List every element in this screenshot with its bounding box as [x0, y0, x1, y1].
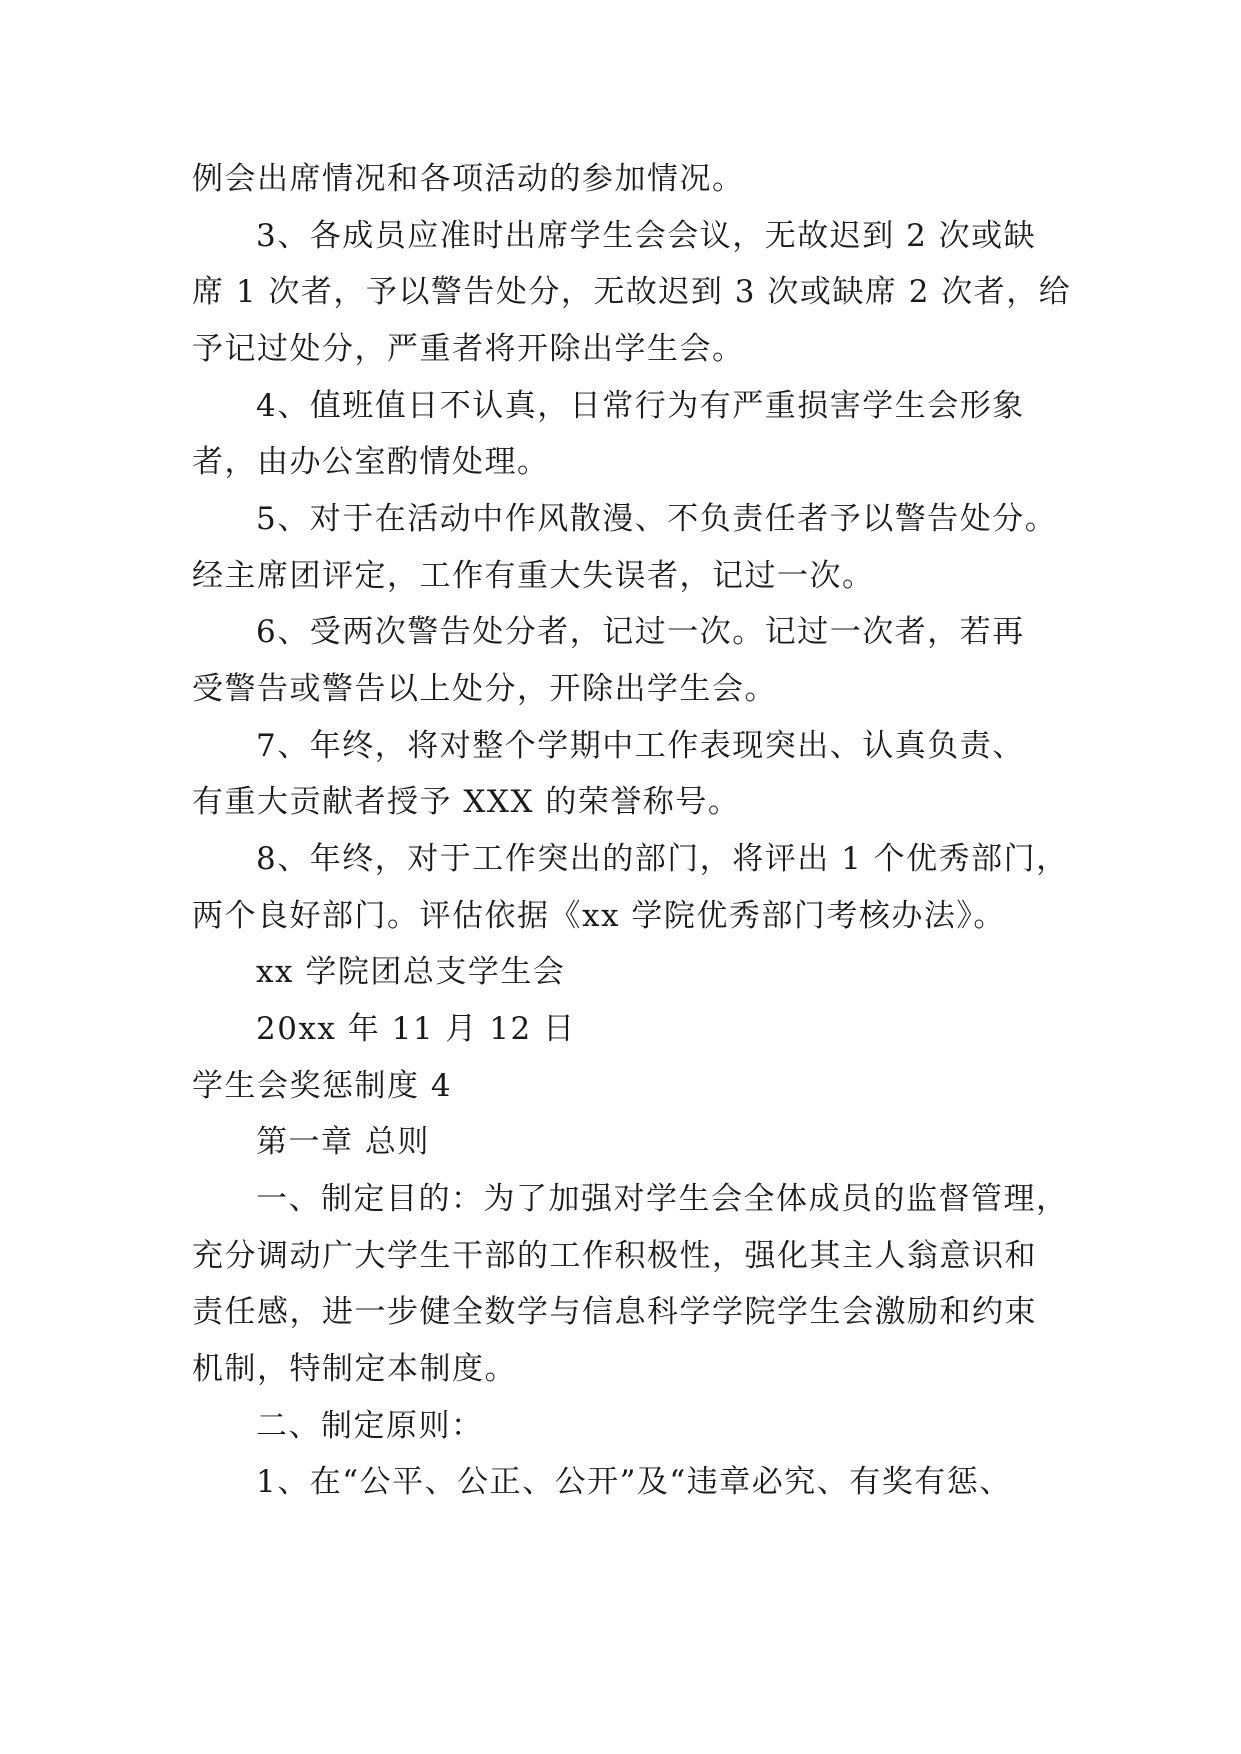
text-line: 3、各成员应准时出席学生会会议，无故迟到 2 次或缺	[256, 218, 1037, 254]
text-line: 5、对于在活动中作风散漫、不负责任者予以警告处分。	[256, 501, 1058, 537]
text-line: 机制，特制定本制度。	[192, 1351, 517, 1387]
text-line: 一、制定目的：为了加强对学生会全体成员的监督管理，	[256, 1181, 1069, 1217]
text-line: 有重大贡献者授予 XXX 的荣誉称号。	[192, 784, 741, 820]
text-line: 席 1 次者，予以警告处分，无故迟到 3 次或缺席 2 次者，给	[192, 274, 1072, 310]
text-line: 予记过处分，严重者将开除出学生会。	[192, 331, 745, 367]
text-line: 充分调动广大学生干部的工作积极性，强化其主人翁意识和	[192, 1238, 1037, 1274]
section-heading: 学生会奖惩制度 4	[192, 1068, 453, 1104]
chapter-heading: 第一章 总则	[256, 1124, 430, 1160]
text-line: 8、年终，对于工作突出的部门，将评出 1 个优秀部门，	[256, 841, 1069, 877]
text-line: 二、制定原则：	[256, 1408, 484, 1444]
signature-date: 20xx 年 11 月 12 日	[256, 1011, 576, 1047]
signature-organization: xx 学院团总支学生会	[256, 954, 566, 990]
text-line: 4、值班值日不认真，日常行为有严重损害学生会形象	[256, 388, 1025, 424]
text-line: 6、受两次警告处分者，记过一次。记过一次者，若再	[256, 614, 1025, 650]
text-line: 例会出席情况和各项活动的参加情况。	[192, 161, 745, 197]
text-line: 两个良好部门。评估依据《xx 学院优秀部门考核办法》。	[192, 898, 1006, 934]
text-line: 7、年终，将对整个学期中工作表现突出、认真负责、	[256, 728, 1025, 764]
text-line: 受警告或警告以上处分，开除出学生会。	[192, 671, 777, 707]
text-line: 责任感，进一步健全数学与信息科学学院学生会激励和约束	[192, 1294, 1037, 1330]
text-line: 经主席团评定，工作有重大失误者，记过一次。	[192, 558, 875, 594]
text-line: 者，由办公室酌情处理。	[192, 444, 550, 480]
text-line: 1、在“公平、公正、公开”及“违章必究、有奖有惩、	[256, 1464, 1012, 1500]
